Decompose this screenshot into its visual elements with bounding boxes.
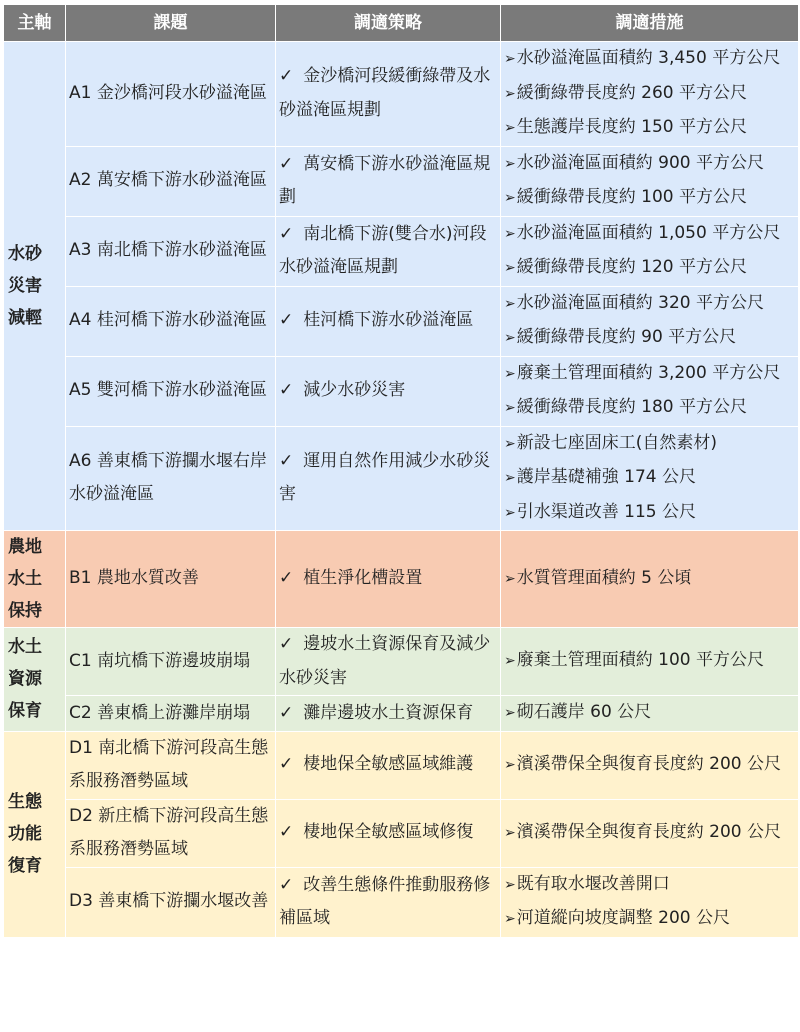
- axis-cell: [4, 42, 66, 531]
- arrow-bullet-icon: ➢: [504, 504, 516, 521]
- measures-cell: [501, 356, 799, 426]
- table-body: [4, 42, 799, 938]
- table-row: [4, 867, 799, 937]
- measure-item: [504, 321, 795, 356]
- measure-text: 廢棄土管理面積約 3,200 平方公尺: [516, 362, 781, 383]
- table-row: [4, 356, 799, 426]
- check-icon: ✓: [279, 874, 294, 895]
- topic-cell: B1 農地水質改善: [66, 531, 276, 628]
- header-measures: 調適措施: [501, 5, 799, 42]
- measure-text: 緩衝綠帶長度約 180 平方公尺: [516, 397, 747, 417]
- arrow-bullet-icon: ➢: [504, 225, 516, 242]
- measure-item: [504, 868, 795, 903]
- strategy-cell: [276, 867, 501, 937]
- table-row: [4, 799, 799, 867]
- measure-item: [504, 644, 795, 679]
- measure-item: [504, 748, 795, 783]
- axis-label-line: 農地: [8, 537, 42, 557]
- table-row: [4, 286, 799, 356]
- measures-cell: [501, 42, 799, 147]
- check-icon: ✓: [279, 702, 294, 723]
- measure-text: 緩衝綠帶長度約 260 平方公尺: [516, 82, 747, 103]
- arrow-bullet-icon: ➢: [504, 705, 516, 721]
- arrow-bullet-icon: ➢: [504, 85, 516, 102]
- measure-text: 緩衝綠帶長度約 100 平方公尺: [516, 187, 747, 207]
- header-topic: 課題: [66, 5, 276, 42]
- measure-text: 濱溪帶保全與復育長度約 200 公尺: [516, 753, 781, 774]
- measure-item: [504, 562, 795, 597]
- table-row: [4, 146, 799, 216]
- arrow-bullet-icon: ➢: [504, 365, 516, 382]
- measure-text: 護岸基礎補強 174 公尺: [516, 467, 696, 487]
- strategy-text: 南北橋下游(雙合水)河段水砂溢淹區規劃: [279, 223, 487, 277]
- strategy-text: 邊坡水土資源保育及減少水砂災害: [279, 634, 491, 688]
- measure-item: [504, 42, 795, 77]
- measure-item: [504, 902, 795, 937]
- topic-cell: A2 萬安橋下游水砂溢淹區: [66, 146, 276, 216]
- axis-cell: [4, 731, 66, 937]
- strategy-cell: [276, 696, 501, 732]
- arrow-bullet-icon: ➢: [504, 260, 516, 276]
- axis-label-line: 保持: [8, 601, 42, 621]
- table-row: [4, 628, 799, 696]
- measure-item: [504, 251, 795, 286]
- table-row: [4, 731, 799, 799]
- measure-text: 河道縱向坡度調整 200 公尺: [516, 908, 730, 928]
- axis-label-line: 水土: [8, 637, 42, 658]
- check-icon: ✓: [279, 380, 294, 401]
- arrow-bullet-icon: ➢: [504, 911, 516, 927]
- measure-item: [504, 147, 795, 182]
- strategy-cell: [276, 628, 501, 696]
- measure-text: 水質管理面積約 5 公頃: [516, 567, 692, 588]
- measure-item: [504, 391, 795, 426]
- arrow-bullet-icon: ➢: [504, 295, 516, 312]
- axis-label-line: 生態: [8, 792, 42, 812]
- measure-text: 緩衝綠帶長度約 90 平方公尺: [516, 327, 737, 347]
- strategy-cell: [276, 216, 501, 286]
- axis-label-line: 功能: [8, 824, 42, 844]
- strategy-text: 金沙橋河段緩衝綠帶及水砂溢淹區規劃: [279, 66, 491, 120]
- arrow-bullet-icon: ➢: [504, 653, 516, 670]
- topic-cell: A6 善東橋下游攔水堰右岸水砂溢淹區: [66, 426, 276, 531]
- strategy-cell: [276, 42, 501, 147]
- arrow-bullet-icon: ➢: [504, 51, 516, 67]
- table-row: [4, 426, 799, 531]
- arrow-bullet-icon: ➢: [504, 435, 516, 452]
- strategy-text: 改善生態條件推動服務修補區域: [279, 874, 491, 928]
- axis-label-line: 復育: [8, 856, 42, 876]
- table-row: [4, 531, 799, 628]
- arrow-bullet-icon: ➢: [504, 400, 516, 416]
- check-icon: ✓: [279, 223, 294, 244]
- strategy-text: 灘岸邊坡水土資源保育: [303, 702, 474, 723]
- axis-label-line: 資源: [8, 669, 42, 690]
- measure-item: [504, 217, 795, 252]
- check-icon: ✓: [279, 450, 294, 471]
- table-row: [4, 696, 799, 732]
- measures-cell: [501, 216, 799, 286]
- strategy-text: 植生淨化槽設置: [303, 568, 423, 589]
- arrow-bullet-icon: ➢: [504, 570, 516, 587]
- header-axis: 主軸: [4, 5, 66, 42]
- strategy-text: 萬安橋下游水砂溢淹區規劃: [279, 153, 491, 207]
- measure-text: 既有取水堰改善開口: [516, 873, 670, 894]
- topic-cell: A3 南北橋下游水砂溢淹區: [66, 216, 276, 286]
- topic-cell: A4 桂河橋下游水砂溢淹區: [66, 286, 276, 356]
- measure-text: 水砂溢淹區面積約 1,050 平方公尺: [516, 222, 781, 243]
- measure-text: 水砂溢淹區面積約 900 平方公尺: [516, 152, 764, 173]
- measure-item: [504, 461, 795, 496]
- adaptation-table: [3, 4, 799, 938]
- check-icon: ✓: [279, 66, 294, 87]
- header-strategy: 調適策略: [276, 5, 501, 42]
- topic-cell: D1 南北橋下游河段高生態系服務潛勢區域: [66, 731, 276, 799]
- measures-cell: [501, 146, 799, 216]
- check-icon: ✓: [279, 634, 294, 654]
- measure-item: [504, 427, 795, 462]
- axis-label-line: 水土: [8, 569, 42, 589]
- check-icon: ✓: [279, 822, 294, 843]
- strategy-text: 棲地保全敏感區域維護: [303, 754, 474, 775]
- strategy-cell: [276, 799, 501, 867]
- axis-label-line: 保育: [8, 701, 42, 722]
- strategy-text: 棲地保全敏感區域修復: [303, 822, 474, 843]
- axis-cell: [4, 531, 66, 628]
- measures-cell: [501, 426, 799, 531]
- arrow-bullet-icon: ➢: [504, 876, 516, 893]
- measure-item: [504, 111, 795, 146]
- check-icon: ✓: [279, 754, 294, 775]
- measure-item: [504, 357, 795, 392]
- axis-label-line: 災害: [8, 276, 42, 296]
- arrow-bullet-icon: ➢: [504, 120, 516, 136]
- measure-text: 生態護岸長度約 150 平方公尺: [516, 117, 747, 137]
- measure-text: 濱溪帶保全與復育長度約 200 公尺: [516, 821, 781, 842]
- topic-cell: A1 金沙橋河段水砂溢淹區: [66, 42, 276, 147]
- measure-item: [504, 287, 795, 322]
- topic-cell: D3 善東橋下游攔水堰改善: [66, 867, 276, 937]
- arrow-bullet-icon: ➢: [504, 470, 516, 486]
- axis-label-line: 水砂: [8, 244, 42, 264]
- check-icon: ✓: [279, 153, 294, 174]
- arrow-bullet-icon: ➢: [504, 824, 516, 841]
- measure-item: [504, 816, 795, 851]
- measures-cell: [501, 731, 799, 799]
- axis-cell: [4, 628, 66, 732]
- strategy-text: 桂河橋下游水砂溢淹區: [303, 310, 474, 331]
- measure-item: [504, 496, 795, 531]
- measure-text: 水砂溢淹區面積約 320 平方公尺: [516, 292, 764, 313]
- arrow-bullet-icon: ➢: [504, 190, 516, 206]
- measures-cell: [501, 286, 799, 356]
- measure-text: 廢棄土管理面積約 100 平方公尺: [516, 650, 764, 671]
- axis-label-line: 減輕: [8, 308, 42, 328]
- strategy-text: 減少水砂災害: [303, 380, 406, 401]
- check-icon: ✓: [279, 568, 294, 589]
- measure-text: 新設七座固床工(自然素材): [516, 432, 717, 453]
- measures-cell: [501, 531, 799, 628]
- topic-cell: A5 雙河橋下游水砂溢淹區: [66, 356, 276, 426]
- check-icon: ✓: [279, 310, 294, 331]
- strategy-cell: [276, 426, 501, 531]
- strategy-cell: [276, 146, 501, 216]
- topic-cell: D2 新庄橋下游河段高生態系服務潛勢區域: [66, 799, 276, 867]
- topic-cell: C2 善東橋上游灘岸崩塌: [66, 696, 276, 732]
- table-row: [4, 216, 799, 286]
- measures-cell: [501, 867, 799, 937]
- measure-text: 引水渠道改善 115 公尺: [516, 501, 696, 522]
- strategy-cell: [276, 356, 501, 426]
- header-row: [4, 5, 799, 42]
- measures-cell: [501, 799, 799, 867]
- strategy-cell: [276, 286, 501, 356]
- measures-cell: [501, 696, 799, 732]
- arrow-bullet-icon: ➢: [504, 756, 516, 773]
- measure-text: 砌石護岸 60 公尺: [516, 702, 652, 722]
- measure-item: [504, 77, 795, 112]
- measure-item: [504, 181, 795, 216]
- arrow-bullet-icon: ➢: [504, 330, 516, 346]
- strategy-text: 運用自然作用減少水砂災害: [279, 450, 491, 505]
- measure-text: 緩衝綠帶長度約 120 平方公尺: [516, 257, 747, 277]
- measure-item: [504, 696, 795, 731]
- topic-cell: C1 南坑橋下游邊坡崩塌: [66, 628, 276, 696]
- measures-cell: [501, 628, 799, 696]
- measure-text: 水砂溢淹區面積約 3,450 平方公尺: [516, 48, 781, 68]
- strategy-cell: [276, 531, 501, 628]
- strategy-cell: [276, 731, 501, 799]
- table-row: [4, 42, 799, 147]
- arrow-bullet-icon: ➢: [504, 155, 516, 172]
